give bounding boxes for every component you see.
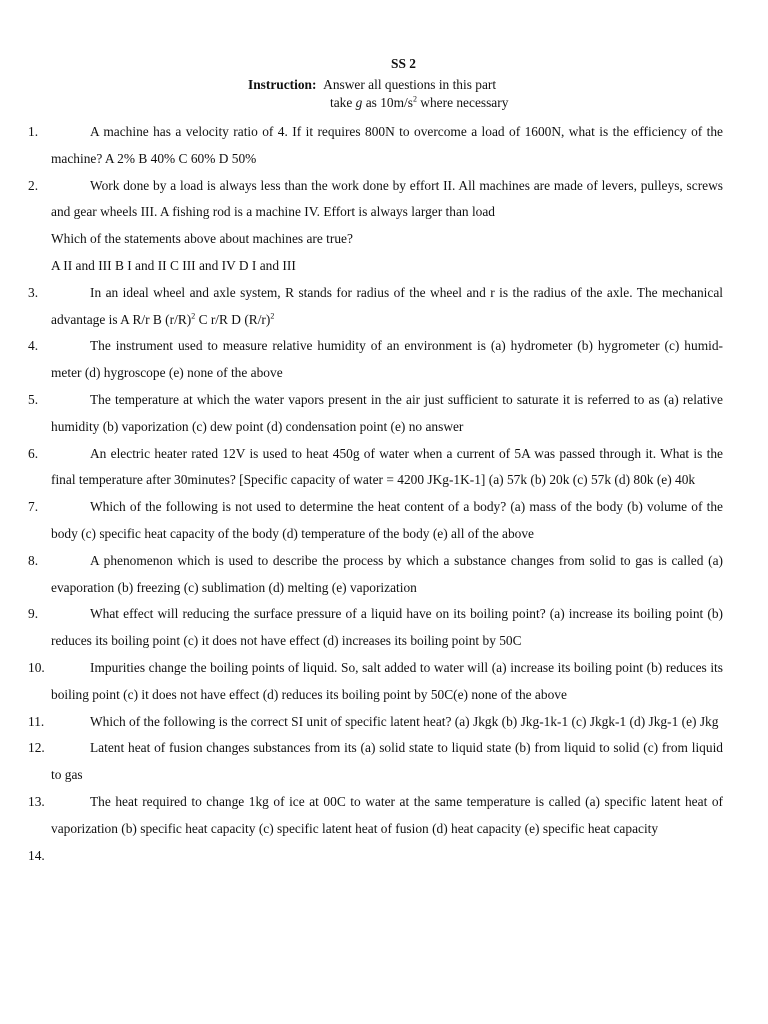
superscript: 2 bbox=[270, 311, 275, 321]
question-text bbox=[51, 843, 723, 870]
question-8 bbox=[0, 548, 768, 602]
question-text: Work done by a load is always less than the work done by effort II. All machines are made of levers, pulleys, screws and gear wheels III. A fishing rod is a machine IV. Effort is always larger than load bbox=[51, 177, 723, 220]
question-text: The temperature at which the water vapors present in the air just sufficient to saturate it is referred to as (a) relative humidity (b) vaporization (c) dew point (d) condensation point (e) no answer bbox=[51, 391, 723, 434]
question-number: 6. bbox=[28, 445, 39, 461]
question-number: 2. bbox=[28, 177, 39, 193]
question-number: 5. bbox=[28, 391, 39, 407]
instruction-line2-part-a: take bbox=[330, 95, 356, 110]
question-list bbox=[0, 119, 768, 869]
question-text bbox=[51, 280, 723, 334]
question-text-part-b: C r/R D (R/r) bbox=[195, 311, 271, 327]
question-13 bbox=[0, 789, 768, 843]
question-text: Which of the following is not used to determine the heat content of a body? (a) mass of the body (b) volume of the body (c) specific heat capacity of the body (d) temperature of the body (e) all of the above bbox=[51, 499, 723, 541]
question-text: The heat required to change 1kg of ice at 00C to water at the same temperature is called (a) specific latent heat of vaporization (b) specific heat capacity (c) specific latent heat of fusion (d) heat capacity (e) specific heat capacity bbox=[51, 793, 723, 836]
superscript: 2 bbox=[191, 311, 196, 321]
question-number: 7. bbox=[28, 499, 39, 515]
question-text: Latent heat of fusion changes substances from its (a) solid state to liquid state (b) from liquid to solid (c) from liquid to gas bbox=[51, 740, 723, 783]
instruction-line bbox=[248, 77, 496, 93]
question-text: The instrument used to measure relative humidity of an environment is (a) hydrometer (b) hygrometer (c) humid-meter (d) hygroscope (e) none of the above bbox=[51, 338, 723, 381]
question-text: What effect will reducing the surface pressure of a liquid have on its boiling point? (a) increase its boiling point (b) reduces its boiling point (c) it does not have effect (d) increases its boiling point by 50C bbox=[51, 606, 723, 649]
instruction-line2-sup: 2 bbox=[412, 94, 417, 104]
question-number: 3. bbox=[28, 284, 39, 300]
question-subtext: Which of the statements above about machines are true? bbox=[51, 231, 353, 247]
question-10 bbox=[0, 655, 768, 709]
question-1 bbox=[0, 119, 768, 173]
instruction-line2-part-c: where necessary bbox=[416, 95, 509, 110]
question-12 bbox=[0, 735, 768, 789]
question-text: Impurities change the boiling points of liquid. So, salt added to water will (a) increase its boiling point (b) reduces its boiling point (c) it does not have effect (d) reduces its boiling point by 50C(e) none of the above bbox=[51, 659, 723, 702]
question-7 bbox=[0, 494, 768, 548]
question-text-part-a: In an ideal wheel and axle system, R stands for radius of the wheel and r is the radius of the axle. The mechanical advantage is A R/r B (r/R) bbox=[51, 284, 723, 327]
question-number: 8. bbox=[28, 552, 39, 568]
question-14 bbox=[0, 843, 768, 870]
question-text: Which of the following is the correct SI unit of specific latent heat? (a) Jkgk (b) Jkg-1k-1 (c) Jkgk-1 (d) Jkg-1 (e) Jkg bbox=[90, 713, 719, 729]
page-title: SS 2 bbox=[391, 56, 416, 71]
instruction-line-2 bbox=[330, 95, 508, 111]
question-number: 10. bbox=[28, 659, 45, 675]
question-number: 11. bbox=[28, 713, 45, 729]
question-number: 9. bbox=[28, 606, 39, 622]
question-number: 1. bbox=[28, 124, 39, 139]
question-number: 14. bbox=[28, 847, 45, 863]
instruction-label: Instruction: bbox=[248, 77, 317, 92]
question-number: 13. bbox=[28, 793, 45, 809]
question-text: An electric heater rated 12V is used to heat 450g of water when a current of 5A was passed through it. What is the final temperature after 30minutes? [Specific capacity of water = 4200 JKg-1K-1] (a) 57k (b) 20k (c) 57k (d) 80k (e) 40k bbox=[51, 445, 723, 488]
question-number: 12. bbox=[28, 740, 45, 756]
question-text: A machine has a velocity ratio of 4. If it requires 800N to overcome a load of 1600N, what is the efficiency of the machine? A 2% B 40% C 60% D 50% bbox=[51, 124, 723, 166]
question-5 bbox=[0, 387, 768, 441]
question-number: 4. bbox=[28, 338, 39, 354]
question-text: A phenomenon which is used to describe the process by which a substance changes from solid to gas is called (a) evaporation (b) freezing (c) sublimation (d) melting (e) vaporization bbox=[51, 552, 723, 595]
question-11 bbox=[0, 709, 768, 736]
question-options: A II and III B I and II C III and IV D I and III bbox=[51, 257, 296, 273]
instruction-text: Answer all questions in this part bbox=[323, 77, 497, 92]
question-2 bbox=[0, 173, 768, 280]
question-9 bbox=[0, 601, 768, 655]
question-3 bbox=[0, 280, 768, 334]
instruction-line2-g: g bbox=[355, 95, 363, 110]
question-4 bbox=[0, 333, 768, 387]
instruction-line2-part-b: as 10m/s bbox=[362, 95, 413, 110]
question-6 bbox=[0, 441, 768, 495]
